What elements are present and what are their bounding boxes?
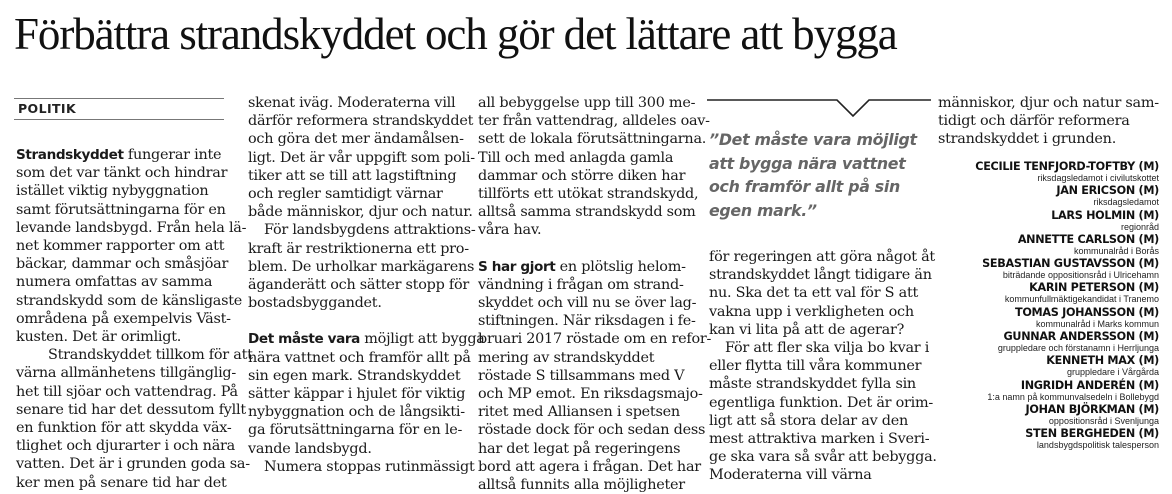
article-headline: Förbättra strandskyddet och gör det lättare att bygga <box>14 9 897 59</box>
signer-name: GUNNAR ANDERSSON (M) <box>1003 330 1159 344</box>
text-line: människor, djur och natur sam- <box>938 95 1159 111</box>
text-line: sätter käppar i hjulet för viktig <box>248 386 466 403</box>
text-line: S har gjort en plötslig helom- <box>478 258 686 275</box>
signer <box>938 184 1159 208</box>
text-line: Det måste vara möjligt att bygga <box>248 331 485 348</box>
pull-quote <box>709 128 931 222</box>
text-line: strandskyddet i grunden. <box>938 131 1117 148</box>
signer-name: JAN ERICSON (M) <box>1056 184 1159 198</box>
quote-bubble-rule <box>705 96 933 120</box>
signer-name: STEN BERGHEDEN (M) <box>1025 427 1159 441</box>
text-line: ligt att så stora delar av den <box>709 412 909 429</box>
article-column-1 <box>16 146 253 492</box>
paragraph <box>709 339 937 485</box>
text-line: både människor, djur och natur. <box>248 204 473 221</box>
text-line: het till sjöar och vattendrag. På <box>16 383 238 400</box>
text-line: skenat iväg. Moderaterna vill <box>248 95 456 111</box>
paragraph <box>248 221 476 312</box>
text-line: våra hav. <box>478 222 542 239</box>
paragraph <box>16 346 253 492</box>
text-line: tidigt och därför reformera <box>938 113 1130 130</box>
signer <box>938 160 1159 184</box>
text-line: mering av strandskyddet <box>478 349 655 366</box>
text-line: kan vi lita på att de agerar? <box>709 321 905 338</box>
text-line: bord att agera i frågan. Det har <box>478 458 701 475</box>
signer-name: LARS HOLMIN (M) <box>1051 208 1159 222</box>
signer-role: 1:a namn på kommunvalsedeln i Bollebygd <box>987 391 1159 402</box>
signer <box>938 306 1159 330</box>
section-label: POLITIK <box>14 98 224 120</box>
article-column-3 <box>478 94 712 494</box>
signer-name: KARIN PETERSON (M) <box>1029 281 1159 295</box>
text-line: sett de lokala förutsättningarna. <box>478 131 707 148</box>
signer <box>938 403 1159 427</box>
signer <box>938 379 1159 403</box>
article-column-5 <box>938 94 1160 149</box>
quote-line: egen mark.” <box>709 200 817 220</box>
quote-line: ”Det måste vara möjligt <box>709 130 917 149</box>
text-line: bostadsbyggandet. <box>248 295 382 312</box>
paragraph <box>938 94 1160 149</box>
signer <box>938 233 1159 257</box>
text-line: Strandskyddet fungerar inte <box>16 147 222 163</box>
text-line: ligt. Det är vår uppgift som poli- <box>248 149 475 166</box>
paragraph <box>16 146 247 346</box>
signer <box>938 330 1159 354</box>
text-line: sin egen mark. Strandskyddet <box>248 367 461 384</box>
text-line: samt förutsättningarna för en <box>16 201 226 218</box>
lead-in: S har gjort <box>478 258 556 275</box>
text-line: kusten. Det är orimligt. <box>16 329 182 346</box>
signer-role: kommunfullmäktigekandidat i Tranemo <box>1004 294 1159 305</box>
signer <box>938 209 1159 233</box>
text-line: alltså samma strandskydd som <box>478 204 696 221</box>
text-line: dammar och större diken har <box>478 167 686 184</box>
text-line: bäckar, dammar och småsjöar <box>16 256 229 273</box>
paragraph <box>248 330 485 457</box>
text-line: För att fler ska vilja bo kvar i <box>725 340 930 357</box>
text-line: tlighet och djurarter i och nära <box>16 438 235 455</box>
signer-role: gruppledare och förstanamn i Herrljunga <box>997 343 1159 354</box>
signer-name: JOHAN BJÖRKMAN (M) <box>1025 402 1159 416</box>
signer <box>938 257 1159 281</box>
signer <box>938 281 1159 305</box>
signer-name: INGRIDH ANDERÉN (M) <box>1020 378 1159 392</box>
paragraph <box>709 248 935 339</box>
text-line: För landsbygdens attraktions- <box>264 222 476 239</box>
text-line: blem. De urholkar markägarens <box>248 258 475 275</box>
text-line: röstade dock för och sedan dess <box>478 422 706 439</box>
text-line: nära vattnet och framför allt på <box>248 349 471 366</box>
text-line: tiker att se till att lagstiftning <box>248 167 457 184</box>
paragraph <box>478 258 712 494</box>
text-line: Till och med anlagda gamla <box>478 149 674 166</box>
text-line: och regler samtidigt värnar <box>248 186 443 203</box>
text-line: numera omfattas av samma <box>16 274 213 291</box>
signer-role: kommunalråd i Marks kommun <box>1035 318 1159 329</box>
text-line: istället viktig nybyggnation <box>16 183 209 200</box>
lead-in: Strandskyddet <box>16 147 124 163</box>
text-line: stiftningen. När riksdagen i fe- <box>478 313 696 330</box>
text-line: Strandskyddet tillkom för att <box>48 347 253 364</box>
quote-line: att bygga nära vattnet <box>709 153 906 173</box>
text-line: nybyggnation och de långsikti- <box>248 404 465 421</box>
text-line: Numera stoppas rutinmässigt <box>264 458 475 475</box>
text-line: eller flytta till våra kommuner <box>709 358 922 375</box>
text-line: egentliga funktion. Det är orim- <box>709 394 934 411</box>
text-line: därför reformera strandskyddet <box>248 113 474 130</box>
text-line: strandskydd som de känsligaste <box>16 292 243 309</box>
signer-name: SEBASTIAN GUSTAVSSON (M) <box>982 257 1159 271</box>
paragraph <box>248 94 475 221</box>
signer-role: biträdande oppositionsråd i Ulricehamn <box>1002 270 1159 281</box>
text-line: mest attraktiva marken i Sveri- <box>709 431 930 448</box>
text-line: ker men på senare tid har det <box>16 474 227 491</box>
text-line: områdena på exempelvis Väst- <box>16 310 231 327</box>
text-line: bruari 2017 röstade om en refor- <box>478 331 712 348</box>
text-line: nu. Ska det ta ett val för S att <box>709 285 919 302</box>
signer <box>938 427 1159 451</box>
text-line: tillförts ett utökat strandskydd, <box>478 186 699 203</box>
text-line: senare tid har det dessutom fyllt <box>16 401 246 418</box>
text-line: och MP emot. En riksdagsmajo- <box>478 386 703 403</box>
signer-name: ANNETTE CARLSON (M) <box>1017 232 1159 246</box>
lead-in: Det måste vara <box>248 331 360 348</box>
signer-role: gruppledare i Vårgårda <box>1066 367 1159 378</box>
text-line: ritet med Alliansen i spetsen <box>478 404 680 421</box>
text-line: röstade S tillsammans med V <box>478 367 685 384</box>
text-line: skyddet och vill nu se över lag- <box>478 295 697 312</box>
quote-line: och framför allt på sin <box>709 177 900 196</box>
text-line: vande landsbygd. <box>248 440 372 457</box>
signer <box>938 354 1159 378</box>
text-line: måste strandskyddet fylla sin <box>709 376 916 393</box>
text-line: och göra det mer ändamålsen- <box>248 131 464 148</box>
text-line: äganderätt och sätter stopp för <box>248 277 469 294</box>
paragraph <box>248 458 475 476</box>
text-line: för regeringen att göra något åt <box>709 249 935 265</box>
text-line: net kommer rapporter om att <box>16 238 225 255</box>
text-line: alltså funnits alla möjligheter <box>478 477 685 494</box>
signer-role: regionråd <box>1120 221 1159 232</box>
text-line: kraft är restriktionerna ett pro- <box>248 240 469 257</box>
text-line: Moderaterna vill värna <box>709 467 872 484</box>
text-line: levande landsbygd. Från hela lä- <box>16 219 247 236</box>
text-line: en funktion för att skydda väx- <box>16 420 232 437</box>
signer-role: landsbygdspolitisk talesperson <box>1036 440 1159 451</box>
paragraph <box>478 94 710 240</box>
signature-list <box>938 160 1159 452</box>
text-line: vakna upp i verkligheten och <box>709 303 914 320</box>
text-line: strandskyddet långt tidigare än <box>709 267 932 284</box>
text-line: vändning i frågan om strand- <box>478 276 684 293</box>
signer-name: TOMAS JOHANSSON (M) <box>1015 305 1159 319</box>
signer-role: riksdagsledamot i civilutskottet <box>1037 173 1159 183</box>
text-line: ge ska vara så svår att bebygga. <box>709 449 937 466</box>
text-line: som det var tänkt och hindrar <box>16 165 228 182</box>
text-line: ga förutsättningarna för en le- <box>248 422 463 439</box>
signer-name: KENNETH MAX (M) <box>1046 354 1159 368</box>
text-line: ter från vattendrag, alldeles oav- <box>478 113 710 130</box>
text-line: all bebyggelse upp till 300 me- <box>478 95 696 111</box>
signer-role: kommunalråd i Borås <box>1073 245 1159 256</box>
text-line: har det legat på regeringens <box>478 440 681 457</box>
signer-role: oppositionsråd i Svenljunga <box>1048 415 1159 426</box>
article-column-2 <box>248 94 485 476</box>
article-column-4 <box>709 248 937 485</box>
text-line: värna allmänhetens tillgänglig- <box>16 365 236 382</box>
signer-role: riksdagsledamot <box>1093 197 1159 208</box>
text-line: vatten. Det är i grunden goda sa- <box>16 456 250 473</box>
signer-name: CECILIE TENFJORD-TOFTBY (M) <box>975 160 1159 173</box>
